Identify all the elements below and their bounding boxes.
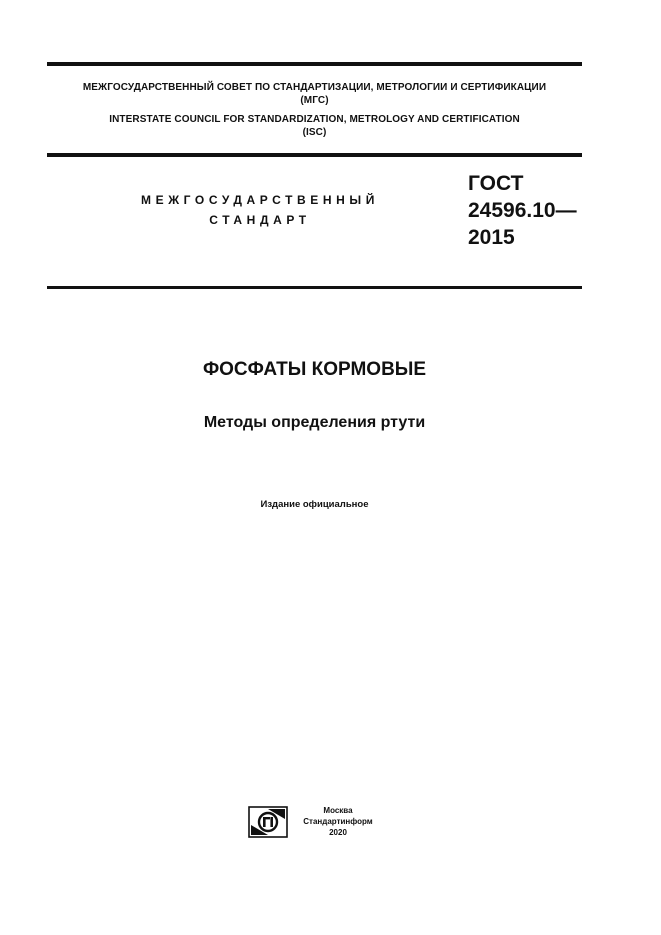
standard-kind-line1: МЕЖГОСУДАРСТВЕННЫЙ	[141, 193, 379, 207]
council-abbr-en: (ISC)	[302, 127, 327, 138]
top-rule	[47, 62, 582, 66]
header-bottom-rule	[47, 153, 582, 157]
edition-note: Издание официальное	[260, 499, 369, 510]
council-abbr-ru: (МГС)	[300, 95, 329, 106]
standard-code-line3: 2015	[468, 226, 515, 249]
council-name-ru: МЕЖГОСУДАРСТВЕННЫЙ СОВЕТ ПО СТАНДАРТИЗАЦИИ, МЕТРОЛОГИИ И СЕРТИФИКАЦИИ	[82, 82, 547, 93]
publisher-name: Стандартинформ	[303, 817, 373, 826]
publisher-imprint	[296, 805, 380, 838]
standard-code	[468, 170, 577, 251]
standard-kind-line2: СТАНДАРТ	[209, 213, 311, 227]
document-subtitle: Методы определения ртути	[203, 414, 426, 431]
standard-code-line2: 24596.10—	[468, 199, 577, 222]
publisher-city: Москва	[323, 806, 353, 815]
standard-code-line1: ГОСТ	[468, 172, 524, 195]
standartinform-logo-icon	[248, 806, 288, 838]
council-name-en: INTERSTATE COUNCIL FOR STANDARDIZATION, METROLOGY AND CERTIFICATION	[109, 114, 520, 125]
publisher-year: 2020	[329, 828, 347, 837]
document-title: ФОСФАТЫ КОРМОВЫЕ	[202, 359, 427, 380]
code-bottom-rule	[47, 286, 582, 289]
